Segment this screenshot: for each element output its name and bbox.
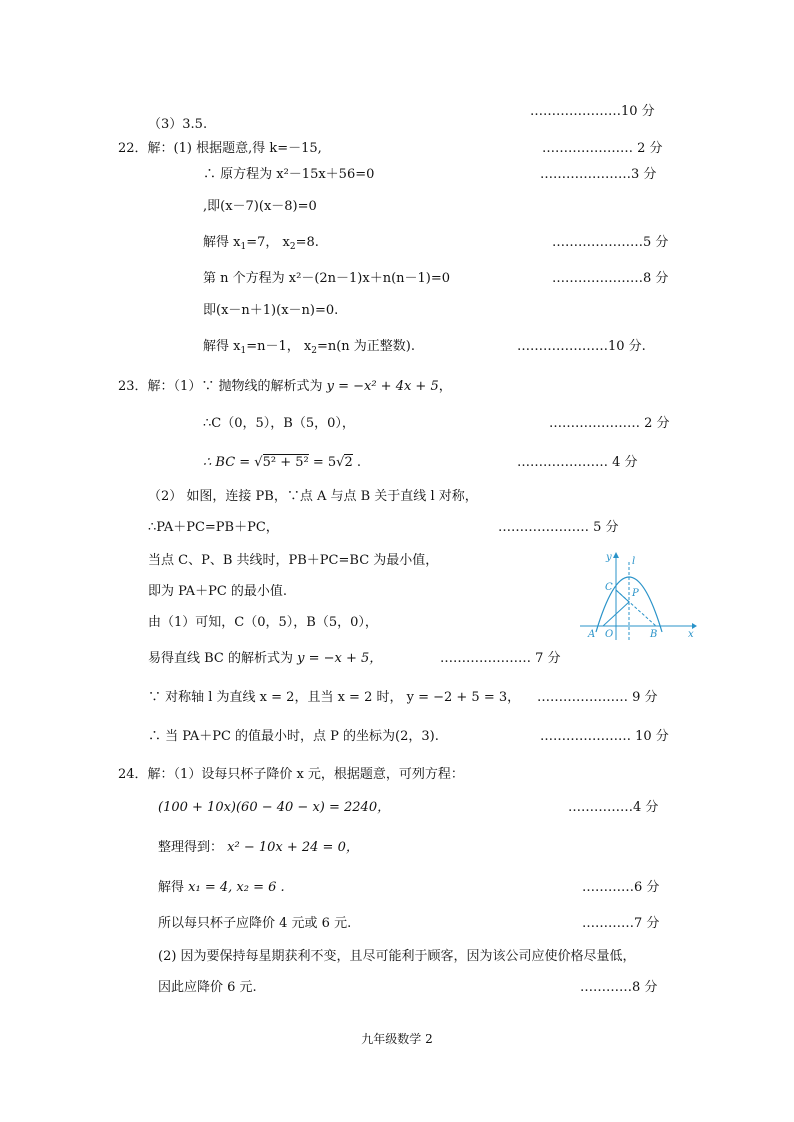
label-o: O	[605, 629, 614, 640]
q21-part3-answer: （3）3.5.	[148, 117, 208, 132]
label-l: l	[632, 556, 636, 567]
q23-line-bc: 易得直线 BC 的解析式为 y = −x + 5，	[148, 651, 383, 666]
page-footer: 九年级数学 2	[361, 1032, 433, 1046]
q22-solution-1: 解得 $x_1=7$， $x_2=8$.	[203, 235, 319, 252]
label-b: B	[650, 629, 658, 640]
score: ………………… 7 分	[440, 651, 561, 666]
score: …………………3 分	[540, 167, 657, 182]
score: ………………… 5 分	[498, 520, 619, 535]
score: …………8 分	[580, 980, 658, 995]
score: ………………… 4 分	[517, 455, 638, 470]
score: …………6 分	[582, 880, 660, 895]
q23-line: 即为 PA＋PC 的最小值.	[148, 584, 288, 599]
label-p: P	[632, 588, 639, 599]
q24-line: 因此应降价 6 元.	[158, 980, 257, 995]
q23-line: ∴PA＋PC=PB＋PC，	[148, 520, 279, 535]
score: …………………10 分	[530, 104, 655, 119]
score: ………………… 2 分	[542, 141, 663, 156]
q23-line: ∴ 当 PA＋PC 的值最小时，点 P 的坐标为(2，3).	[148, 729, 439, 744]
score: ………………… 9 分	[537, 690, 658, 705]
label-a: A	[588, 629, 596, 640]
score: …………………8 分	[552, 271, 669, 286]
q22-line: 即(x－n＋1)(x－n)=0.	[203, 303, 339, 318]
score: ……………4 分	[568, 800, 659, 815]
q24-solution: 解得 x₁ = 4, x₂ = 6 .	[158, 880, 285, 895]
score: ………………… 10 分	[540, 729, 669, 744]
q22-solution-2: 解得 $x_1=n-1$， $x_2=n(n$ 为正整数).	[203, 339, 415, 356]
score: …………………10 分.	[517, 339, 646, 354]
parabola-figure	[578, 550, 698, 642]
q23-line: 当点 C、P、B 共线时，PB＋PC=BC 为最小值，	[148, 553, 439, 568]
score: ………………… 2 分	[549, 416, 670, 431]
q23-line: （2） 如图，连接 PB，∵点 A 与点 B 关于直线 l 对称，	[148, 489, 478, 504]
label-y: y	[606, 552, 612, 563]
label-c: C	[605, 582, 613, 593]
q23-heading: 23．解：（1）∵ 抛物线的解析式为 y = −x² + 4x + 5，	[118, 379, 452, 394]
q24-heading: 24．解：（1）设每只杯子降价 x 元，根据题意，可列方程：	[118, 767, 464, 782]
score: …………………5 分	[552, 235, 669, 250]
score: …………7 分	[582, 916, 660, 931]
q23-line: 由（1）可知，C（0，5），B（5，0），	[148, 615, 378, 630]
q22-line: ∴ 原方程为 x²－15x＋56=0	[203, 167, 375, 182]
q22-line: ,即(x－7)(x－8)=0	[203, 199, 317, 214]
q23-line: ∵ 对称轴 l 为直线 x = 2，且当 x = 2 时， y = −2 + 5 = 3，	[148, 690, 521, 705]
q23-bc-length: ∴ BC = √5² + 5² = 5√2 .	[203, 455, 361, 470]
q24-line: 整理得到： x² − 10x + 24 = 0，	[158, 840, 359, 855]
q24-line: (2) 因为要保持每星期获利不变，且尽可能利于顾客，因为该公司应使价格尽量低，	[158, 949, 636, 964]
q22-heading: 22．解：(1) 根据题意,得 k=－15,	[118, 141, 322, 156]
q24-equation: (100 + 10x)(60 − 40 − x) = 2240，	[158, 800, 391, 815]
q22-line: 第 n 个方程为 x²－(2n－1)x＋n(n－1)=0	[203, 271, 451, 286]
q24-line: 所以每只杯子应降价 4 元或 6 元.	[158, 916, 352, 931]
label-x: x	[688, 629, 694, 640]
q23-line: ∴C（0，5），B（5，0），	[203, 416, 355, 431]
